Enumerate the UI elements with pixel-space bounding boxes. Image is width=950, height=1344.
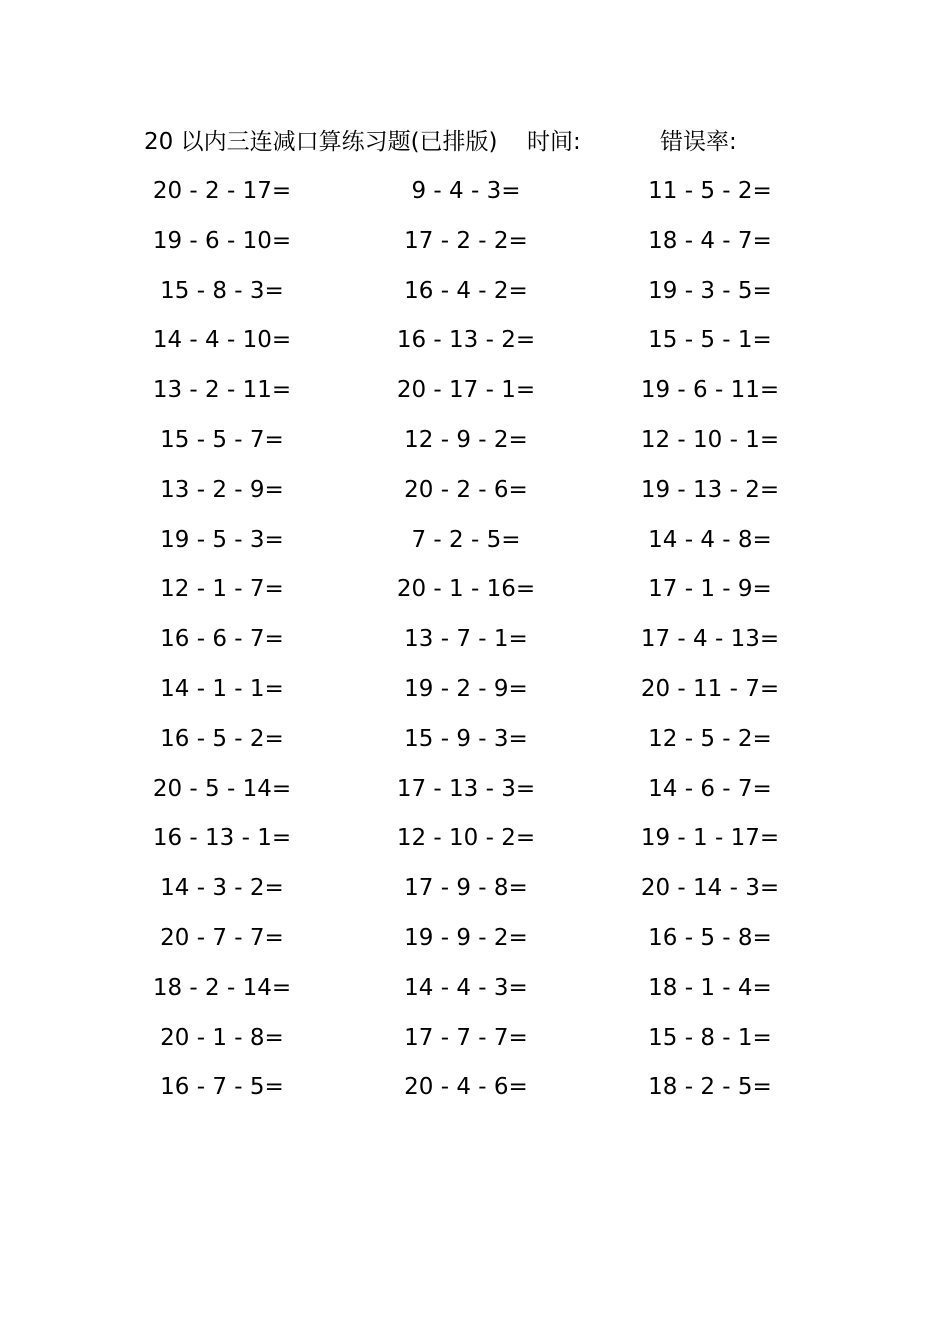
math-problem: 14 - 6 - 7= xyxy=(648,775,772,802)
math-problem: 15 - 8 - 3= xyxy=(160,277,284,304)
math-problem: 12 - 9 - 2= xyxy=(404,426,528,453)
problem-row xyxy=(0,670,950,720)
math-problem: 14 - 4 - 3= xyxy=(404,974,528,1001)
math-problem: 17 - 2 - 2= xyxy=(404,227,528,254)
math-problem: 20 - 17 - 1= xyxy=(396,377,536,404)
math-problem: 12 - 10 - 1= xyxy=(640,426,780,453)
problem-row xyxy=(0,919,950,969)
problem-row xyxy=(0,521,950,571)
math-problem: 15 - 9 - 3= xyxy=(404,725,528,752)
math-problem: 12 - 1 - 7= xyxy=(160,576,284,603)
math-problem: 20 - 5 - 14= xyxy=(152,775,292,802)
problem-row xyxy=(0,421,950,471)
math-problem: 19 - 2 - 9= xyxy=(404,675,528,702)
math-problem: 18 - 2 - 5= xyxy=(648,1074,772,1101)
math-problem: 12 - 10 - 2= xyxy=(396,825,536,852)
math-problem: 15 - 8 - 1= xyxy=(648,1024,772,1051)
math-problem: 16 - 4 - 2= xyxy=(404,277,528,304)
math-problem: 17 - 4 - 13= xyxy=(640,626,780,653)
problem-row xyxy=(0,720,950,770)
math-problem: 19 - 9 - 2= xyxy=(404,924,528,951)
math-problem: 16 - 6 - 7= xyxy=(160,626,284,653)
math-problem: 19 - 13 - 2= xyxy=(640,476,780,503)
math-problem: 19 - 1 - 17= xyxy=(640,825,780,852)
problem-row xyxy=(0,1068,950,1118)
math-problem: 20 - 1 - 8= xyxy=(160,1024,284,1051)
math-problem: 17 - 9 - 8= xyxy=(404,875,528,902)
math-problem: 11 - 5 - 2= xyxy=(648,178,772,204)
math-problem: 20 - 2 - 6= xyxy=(404,476,528,503)
problem-row xyxy=(0,321,950,371)
math-problem: 17 - 13 - 3= xyxy=(396,775,536,802)
math-problem: 19 - 6 - 11= xyxy=(640,377,780,404)
problem-row xyxy=(0,1019,950,1069)
math-problem: 19 - 6 - 10= xyxy=(152,227,292,254)
problem-row xyxy=(0,570,950,620)
math-problem: 15 - 5 - 7= xyxy=(160,426,284,453)
math-problem: 14 - 4 - 8= xyxy=(648,526,772,553)
problem-row xyxy=(0,172,950,222)
math-problem: 14 - 1 - 1= xyxy=(160,675,284,702)
math-problem: 20 - 2 - 17= xyxy=(152,178,292,204)
math-problem: 20 - 14 - 3= xyxy=(640,875,780,902)
math-problem: 20 - 1 - 16= xyxy=(396,576,536,603)
math-problem: 16 - 7 - 5= xyxy=(160,1074,284,1101)
math-problem: 7 - 2 - 5= xyxy=(411,526,521,553)
math-problem: 20 - 4 - 6= xyxy=(404,1074,528,1101)
math-problem: 17 - 7 - 7= xyxy=(404,1024,528,1051)
math-problem: 13 - 7 - 1= xyxy=(404,626,528,653)
problem-row xyxy=(0,620,950,670)
problem-row xyxy=(0,869,950,919)
math-problem: 12 - 5 - 2= xyxy=(648,725,772,752)
problem-row xyxy=(0,819,950,869)
worksheet-header xyxy=(0,124,950,160)
math-problem: 16 - 5 - 2= xyxy=(160,725,284,752)
problem-row xyxy=(0,371,950,421)
math-problem: 20 - 11 - 7= xyxy=(640,675,780,702)
math-problem: 19 - 5 - 3= xyxy=(160,526,284,553)
math-problem: 20 - 7 - 7= xyxy=(160,924,284,951)
time-label: 时间: xyxy=(527,129,581,155)
problem-row xyxy=(0,222,950,272)
math-problem: 13 - 2 - 9= xyxy=(160,476,284,503)
math-problem: 15 - 5 - 1= xyxy=(648,327,772,354)
error-rate-label: 错误率: xyxy=(660,129,737,155)
math-problem: 18 - 1 - 4= xyxy=(648,974,772,1001)
math-problem: 18 - 2 - 14= xyxy=(152,974,292,1001)
math-problem: 9 - 4 - 3= xyxy=(411,178,521,204)
problem-row xyxy=(0,272,950,322)
math-problem: 18 - 4 - 7= xyxy=(648,227,772,254)
math-problem: 14 - 3 - 2= xyxy=(160,875,284,902)
problem-row xyxy=(0,969,950,1019)
problem-grid xyxy=(0,172,950,1118)
math-problem: 16 - 13 - 1= xyxy=(152,825,292,852)
math-problem: 19 - 3 - 5= xyxy=(648,277,772,304)
math-problem: 16 - 5 - 8= xyxy=(648,924,772,951)
worksheet-title: 20 以内三连减口算练习题(已排版) xyxy=(144,129,498,155)
math-problem: 16 - 13 - 2= xyxy=(396,327,536,354)
math-problem: 17 - 1 - 9= xyxy=(648,576,772,603)
problem-row xyxy=(0,471,950,521)
problem-row xyxy=(0,770,950,820)
math-problem: 14 - 4 - 10= xyxy=(152,327,292,354)
math-problem: 13 - 2 - 11= xyxy=(152,377,292,404)
